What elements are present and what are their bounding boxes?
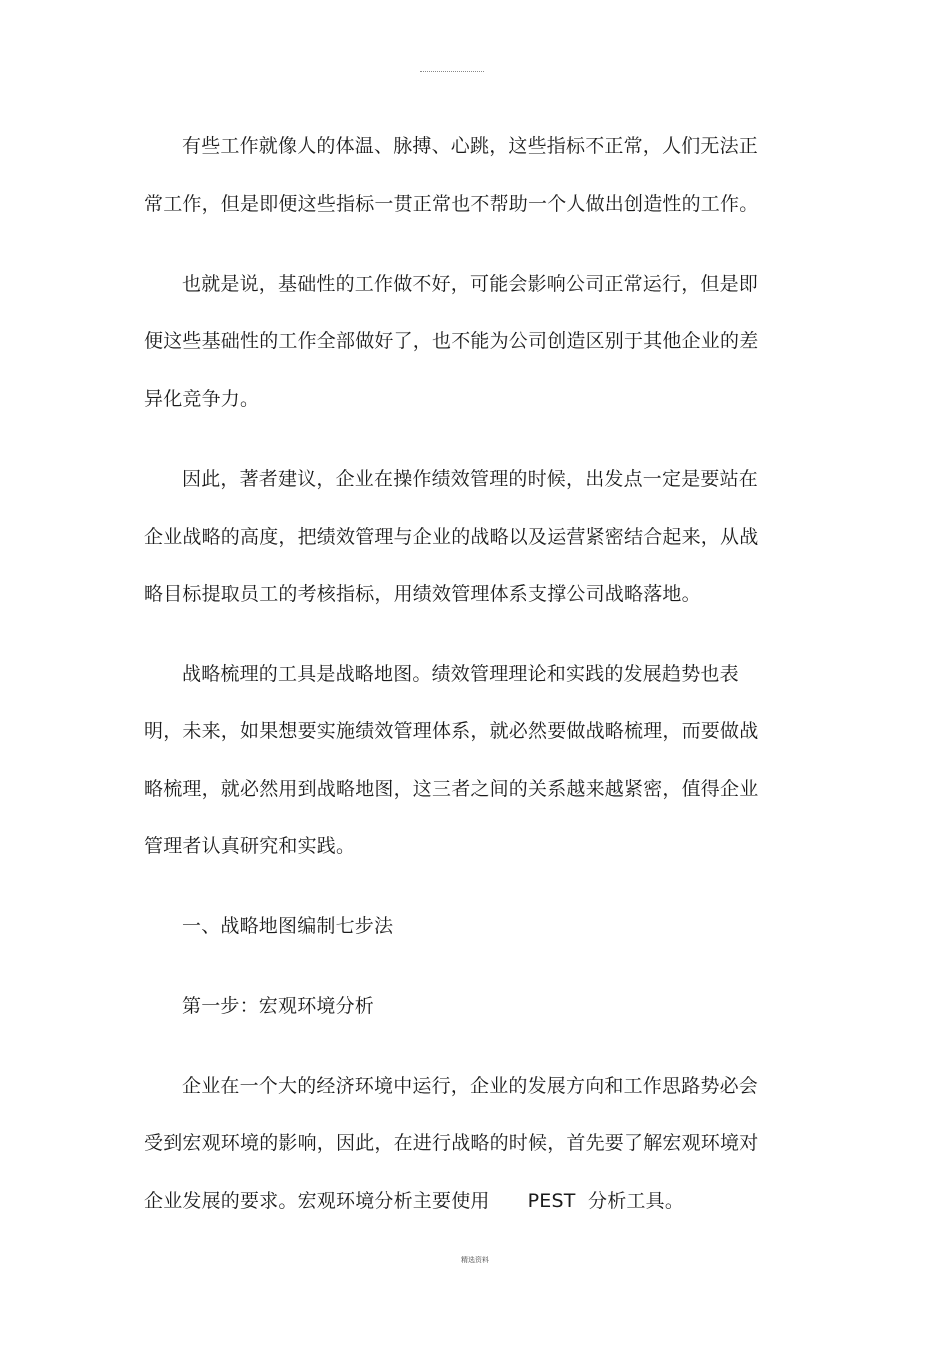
text-line: 管理者认真研究和实践。 xyxy=(144,835,356,857)
section-heading: 一、战略地图编制七步法 xyxy=(182,915,394,937)
step-heading: 第一步：宏观环境分析 xyxy=(182,995,375,1017)
text-line: 企业在一个大的经济环境中运行，企业的发展方向和工作思路势必会 xyxy=(182,1075,759,1097)
text-line: 常工作，但是即便这些指标一贯正常也不帮助一个人做出创造性的工作。 xyxy=(144,193,759,215)
text-segment: 分析工具。 xyxy=(588,1190,685,1212)
text-line: 战略梳理的工具是战略地图。绩效管理理论和实践的发展趋势也表 xyxy=(182,663,739,685)
text-line: 企业战略的高度，把绩效管理与企业的战略以及运营紧密结合起来，从战 xyxy=(144,526,759,548)
header-rule xyxy=(420,71,484,72)
pest-term: PEST xyxy=(527,1190,576,1212)
text-line: 有些工作就像人的体温、脉搏、心跳，这些指标不正常，人们无法正 xyxy=(182,135,759,157)
text-segment: 企业发展的要求。宏观环境分析主要使用 xyxy=(144,1190,490,1212)
text-line: 也就是说，基础性的工作做不好，可能会影响公司正常运行，但是即 xyxy=(182,273,759,295)
text-line: 异化竞争力。 xyxy=(144,388,260,410)
page-footer: 精选资料 xyxy=(461,1256,489,1264)
text-line: 因此，著者建议，企业在操作绩效管理的时候，出发点一定是要站在 xyxy=(182,468,759,490)
text-line: 便这些基础性的工作全部做好了，也不能为公司创造区别于其他企业的差 xyxy=(144,330,759,352)
text-line: 明，未来，如果想要实施绩效管理体系，就必然要做战略梳理，而要做战 xyxy=(144,720,759,742)
text-line: 受到宏观环境的影响，因此，在进行战略的时候，首先要了解宏观环境对 xyxy=(144,1132,759,1154)
text-line xyxy=(144,1189,684,1213)
text-line: 略梳理，就必然用到战略地图，这三者之间的关系越来越紧密，值得企业 xyxy=(144,778,759,800)
text-line: 略目标提取员工的考核指标，用绩效管理体系支撑公司战略落地。 xyxy=(144,583,701,605)
